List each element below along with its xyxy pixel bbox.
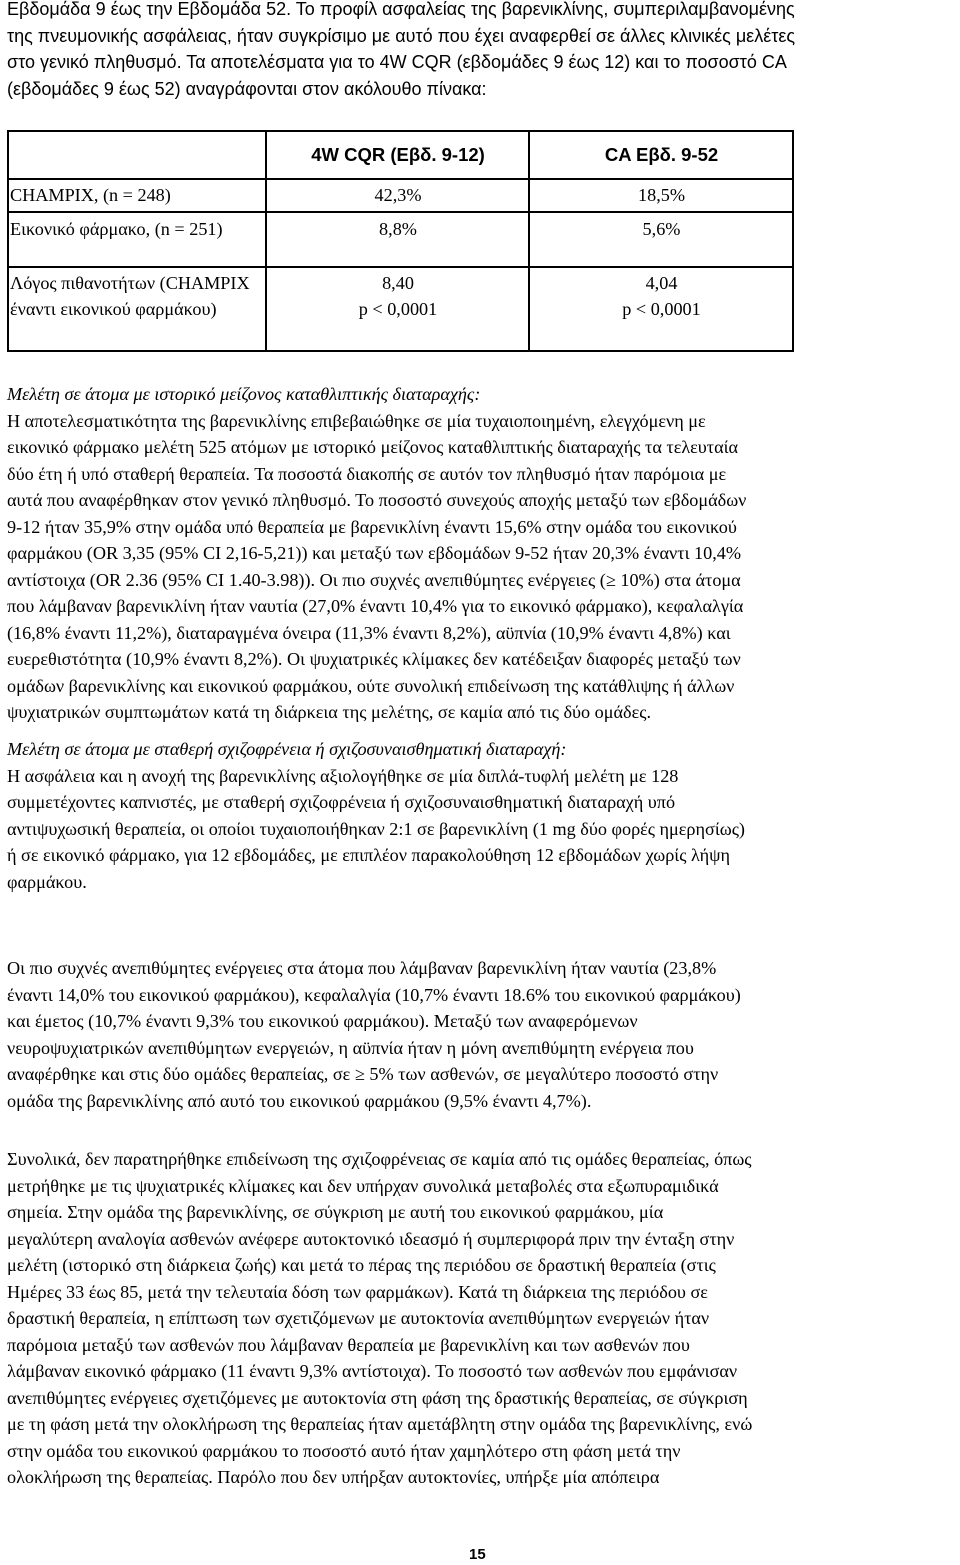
text-line: Οι πιο συχνές ανεπιθύμητες ενέργειες στα άτομα που λάμβαναν βαρενικλίνη ήταν ναυτία (23,8% <box>7 958 717 978</box>
row-label: Εικονικό φάρμακο, (n = 251) <box>8 212 266 267</box>
text-line: και έμετος (10,7% έναντι 9,3% του εικονικού φαρμάκου). Μεταξύ των αναφερόμενων <box>7 1011 638 1031</box>
text-line: έναντι 14,0% του εικονικού φαρμάκου), κεφαλαλγία (10,7% έναντι 18.6% του εικονικού φαρμάκου) <box>7 984 741 1005</box>
table-header-row <box>8 131 793 179</box>
table-header-cell: CA Εβδ. 9-52 <box>529 131 793 179</box>
text-line: ομάδων βαρενικλίνης και εικονικού φαρμάκου, ούτε συνολική επιδείνωση της κατάθλιψης ή άλλων <box>7 675 735 696</box>
table-header-cell: 4W CQR (Εβδ. 9-12) <box>266 131 529 179</box>
cell-value: 5,6% <box>529 212 793 267</box>
text-line: παρόμοια μεταξύ των ασθενών που λάμβαναν θεραπεία με βαρενικλίνη και των ασθενών που <box>7 1334 690 1355</box>
cell-value <box>529 267 793 351</box>
cell-value <box>266 267 529 351</box>
text-line: Εβδομάδα 9 έως την Εβδομάδα 52. Το προφίλ ασφαλείας της βαρενικλίνης, συμπεριλαμβανομένης <box>7 0 795 19</box>
adverse-events-paragraph <box>7 955 959 1114</box>
text-line: 9-12 ήταν 35,9% στην ομάδα υπό θεραπεία με βαρενικλίνη έναντι 15,6% στην ομάδα του εικονικού <box>7 516 737 537</box>
cell-value: 42,3% <box>266 179 529 212</box>
text-line: Συνολικά, δεν παρατηρήθηκε επιδείνωση της σχιζοφρένειας σε καμία από τις ομάδες θεραπείας, όπως <box>7 1149 752 1169</box>
text-line: στο γενικό πληθυσμό. Τα αποτελέσματα για το 4W CQR (εβδομάδες 9 έως 12) και το ποσοστό CA <box>7 52 787 72</box>
text-line: αντίστοιχα (OR 2.36 (95% CI 1.40-3.98)). Οι πιο συχνές ανεπιθύμητες ενέργειες (≥ 10%) στα άτομα <box>7 569 741 590</box>
text-line: ανεπιθύμητες ενέργειες σχετιζόμενες με αυτοκτονία στη φάση της δραστικής θεραπείας, σε σύγκριση <box>7 1387 748 1408</box>
odds-ratio: 4,04 <box>645 273 678 293</box>
text-line: λάμβαναν εικονικό φάρμακο (11 έναντι 9,3% αντίστοιχα). Το ποσοστό των ασθενών που εμφάνισαν <box>7 1361 738 1381</box>
text-line: ή σε εικονικό φάρμακο, για 12 εβδομάδες, με επιπλέον παρακολούθηση 12 εβδομάδων χωρίς λήψη <box>7 845 731 865</box>
text-line: δραστική θεραπεία, η επίπτωση των σχετιζόμενων με αυτοκτονία ανεπιθύμητων ενεργειών ήταν <box>7 1308 710 1328</box>
table-row <box>8 179 793 212</box>
page-number: 15 <box>469 1546 486 1563</box>
text-line: μετρήθηκε με τις ψυχιατρικές κλίμακες και δεν υπήρχαν συνολικά μεταβολές στα εξωπυραμιδικά <box>7 1175 719 1196</box>
section-heading: Μελέτη σε άτομα με σταθερή σχιζοφρένεια ή σχιζοσυναισθηματική διαταραχή: <box>7 739 567 759</box>
schizophrenia-section <box>7 736 959 895</box>
text-line: αντιψυχωσική θεραπεία, οι οποίοι τυχαιοποιήθηκαν 2:1 σε βαρενικλίνη (1 mg δύο φορές ημερησίως) <box>7 818 745 839</box>
text-line: που λάμβαναν βαρενικλίνη ήταν ναυτία (27,0% έναντι 10,4% για το εικονικό φάρμακο), κεφαλαλγία <box>7 596 744 616</box>
text-line: συμμετέχοντες καπνιστές, με σταθερή σχιζοφρένεια ή σχιζοσυναισθηματική διαταραχή υπό <box>7 792 676 812</box>
cell-value: 18,5% <box>529 179 793 212</box>
text-line: Η αποτελεσματικότητα της βαρενικλίνης επιβεβαιώθηκε σε μία τυχαιοποιημένη, ελεγχόμενη με <box>7 410 706 431</box>
text-line: (16,8% έναντι 11,2%), διαταραγμένα όνειρα (11,3% έναντι 8,2%), αϋπνία (10,9% έναντι 4,8%) και <box>7 622 731 643</box>
p-value: p < 0,0001 <box>622 299 701 319</box>
text-line: Ημέρες 33 έως 85, μετά την τελευταία δόση των φαρμάκων). Κατά τη διάρκεια της περιόδου σε <box>7 1281 708 1302</box>
text-line: στην ομάδα του εικονικού φαρμάκου το ποσοστό αυτό ήταν χαμηλότερο στη φάση μετά την <box>7 1440 681 1461</box>
text-line: ψυχιατρικών συμπτωμάτων κατά τη διάρκεια της μελέτης, σε καμία από τις δύο ομάδες. <box>7 702 652 722</box>
text-line: ευερεθιστότητα (10,9% έναντι 8,2%). Οι ψυχιατρικές κλίμακες δεν κατέδειξαν διαφορές μεταξύ των <box>7 649 741 669</box>
text-line: σημεία. Στην ομάδα της βαρενικλίνης, σε σύγκριση με αυτή του εικονικού φαρμάκου, μία <box>7 1202 664 1222</box>
text-line: δύο έτη ή υπό σταθερή θεραπεία. Τα ποσοστά διακοπής σε αυτόν τον πληθυσμό ήταν παρόμοια με <box>7 463 727 484</box>
text-line: εικονικό φάρμακο μελέτη 525 ατόμων με ιστορικό μείζονος καταθλιπτικής διαταραχής τα τελευταία <box>7 437 739 457</box>
text-line: (εβδομάδες 9 έως 52) αναγράφονται στον ακόλουθο πίνακα: <box>7 78 487 99</box>
text-line: αυτά που αναφέρθηκαν στον γενικό πληθυσμό. Το ποσοστό συνεχούς αποχής μεταξύ των εβδομάδων <box>7 490 747 510</box>
depression-section <box>7 381 959 726</box>
text-line: ομάδα της βαρενικλίνης από αυτό του εικονικού φαρμάκου (9,5% έναντι 4,7%). <box>7 1090 592 1111</box>
overall-paragraph <box>7 1146 959 1491</box>
text-line: νευροψυχιατρικών ανεπιθύμητων ενεργειών, η αϋπνία ήταν η μόνη ανεπιθύμητη ενέργεια που <box>7 1037 694 1058</box>
table-row <box>8 267 793 351</box>
p-value: p < 0,0001 <box>358 299 438 319</box>
text-line: αναφέρθηκε και στις δύο ομάδες θεραπείας, σε ≥ 5% των ασθενών, σε μεγαλύτερο ποσοστό στην <box>7 1064 719 1084</box>
row-label: CHAMPIX, (n = 248) <box>8 179 266 212</box>
text-line: φαρμάκου. <box>7 871 87 892</box>
text-line: με τη φάση μετά την ολοκλήρωση της θεραπείας ήταν αμετάβλητη στην ομάδα της βαρενικλίνης, ενώ <box>7 1414 753 1434</box>
text-line: φαρμάκου (OR 3,35 (95% CI 2,16-5,21)) και μεταξύ των εβδομάδων 9-52 ήταν 20,3% έναντι 10,4% <box>7 543 742 563</box>
text-line: Η ασφάλεια και η ανοχή της βαρενικλίνης αξιολογήθηκε σε μία διπλά-τυφλή μελέτη με 128 <box>7 765 679 786</box>
table-row <box>8 212 793 267</box>
text-line: μελέτη (ιστορικό στη διάρκεια ζωής) και μετά το πέρας της περιόδου σε δραστική θεραπεία (στις <box>7 1255 716 1275</box>
results-table <box>7 130 794 352</box>
row-label: Λόγος πιθανοτήτων (CHAMPIX έναντι εικονικού φαρμάκου) <box>8 267 266 351</box>
text-line: ολοκλήρωση της θεραπείας. Παρόλο που δεν υπήρξαν αυτοκτονίες, υπήρξε μία απόπειρα <box>7 1467 660 1487</box>
cell-value: 8,8% <box>266 212 529 267</box>
table-header-cell <box>8 131 266 179</box>
section-heading: Μελέτη σε άτομα με ιστορικό μείζονος καταθλιπτικής διαταραχής: <box>7 384 481 404</box>
odds-ratio: 8,40 <box>382 273 414 293</box>
text-line: της πνευμονικής ασφάλειας, ήταν συγκρίσιμο με αυτό που έχει αναφερθεί σε άλλες κλινικές μελέτες <box>7 25 796 46</box>
intro-paragraph <box>7 0 959 102</box>
text-line: μεγαλύτερη αναλογία ασθενών ανέφερε αυτοκτονικό ιδεασμό ή συμπεριφορά πριν την ένταξη στην <box>7 1228 735 1249</box>
